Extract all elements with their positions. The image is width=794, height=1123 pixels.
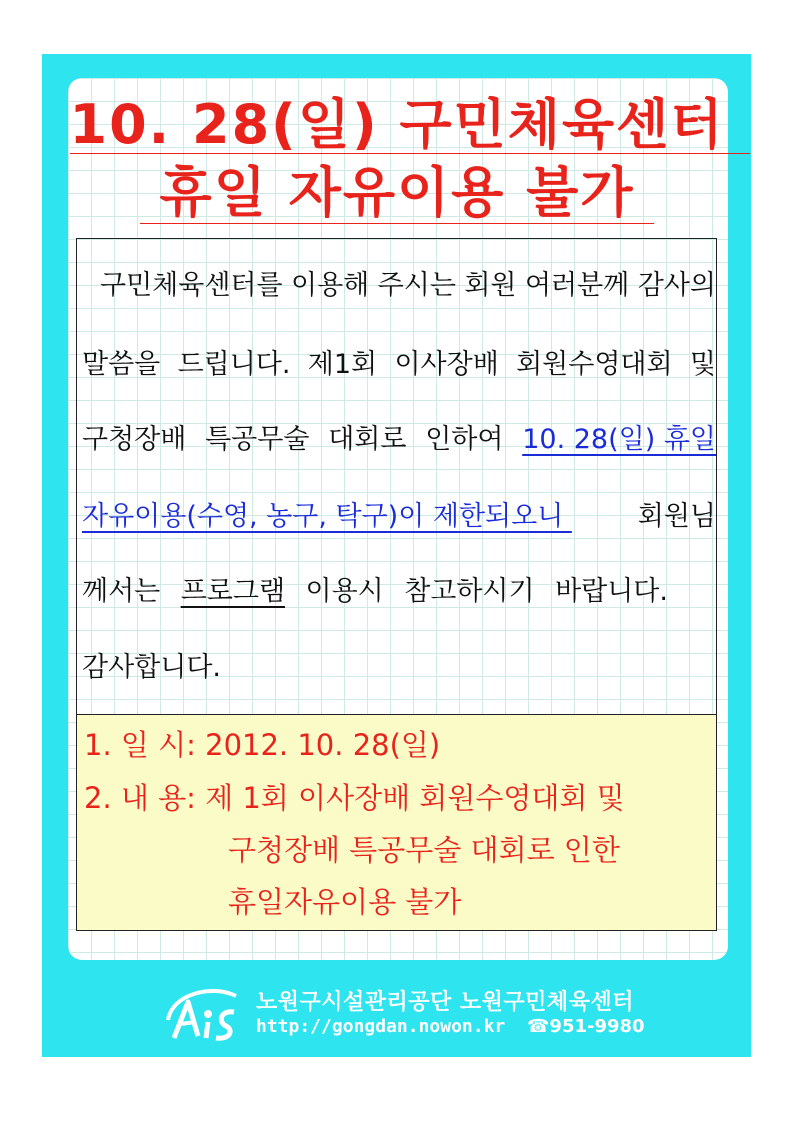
footer-organization: 노원구시설관리공단 노원구민체육센터 <box>256 990 634 1015</box>
notice-title-line1: 10. 28(일) 구민체육센터 <box>69 93 725 156</box>
word: 드립니다. <box>177 349 291 380</box>
highlighted-date-text: 10. 28(일) 휴일 <box>522 424 716 455</box>
word: 이사장배 <box>394 349 499 380</box>
message-box <box>76 238 717 714</box>
info-item-content-cont2: 휴일자유이용 불가 <box>228 885 462 919</box>
word: 주시는 <box>377 270 456 301</box>
message-line-2 <box>82 347 716 383</box>
footer-phone: ☎951-9980 <box>527 1016 645 1037</box>
message-line-1 <box>100 268 716 304</box>
word: 회원님 <box>637 501 716 532</box>
word: 회원수영대회 <box>516 349 673 380</box>
word: 감사의 <box>637 270 716 301</box>
word: 바랍니다. <box>555 576 668 607</box>
info-item-content: 2. 내 용: 제 1회 이사장배 회원수영대회 및 <box>84 781 625 815</box>
word: 특공무술 <box>205 424 310 455</box>
title-underline-2 <box>140 223 654 224</box>
word: 이용시 <box>305 576 384 607</box>
footer-url-link[interactable]: http://gongdan.nowon.kr <box>256 1016 506 1037</box>
title-underline-1 <box>70 153 750 154</box>
word: 구청장배 <box>82 424 187 455</box>
word: 말씀을 <box>82 349 161 380</box>
word: 여러분께 <box>524 270 630 301</box>
closing-text: 감사합니다. <box>82 652 221 683</box>
word: 구민체육센터를 <box>100 270 283 301</box>
word: 회원 <box>464 270 517 301</box>
message-line-6 <box>82 650 716 686</box>
nowon-logo-icon <box>162 982 240 1042</box>
word: 제1회 <box>307 349 378 380</box>
info-item-date: 1. 일 시: 2012. 10. 28(일) <box>84 728 441 762</box>
message-line-5 <box>82 574 668 610</box>
info-item-content-cont1: 구청장배 특공무술 대회로 인한 <box>228 833 620 867</box>
word: 대회로 <box>328 424 407 455</box>
message-line-3 <box>82 422 716 458</box>
word: 참고하시기 <box>404 576 535 607</box>
word: 인하여 <box>425 424 504 455</box>
word: 및 <box>689 349 716 380</box>
notice-title-line2: 휴일 자유이용 불가 <box>159 161 635 224</box>
word: 께서는 <box>82 576 161 607</box>
message-line-4 <box>82 499 716 535</box>
underlined-program-word: 프로그램 <box>180 576 286 607</box>
word: 이용해 <box>291 270 370 301</box>
highlighted-restriction-text: 자유이용(수영, 농구, 탁구)이 제한되오니 <box>82 501 572 532</box>
